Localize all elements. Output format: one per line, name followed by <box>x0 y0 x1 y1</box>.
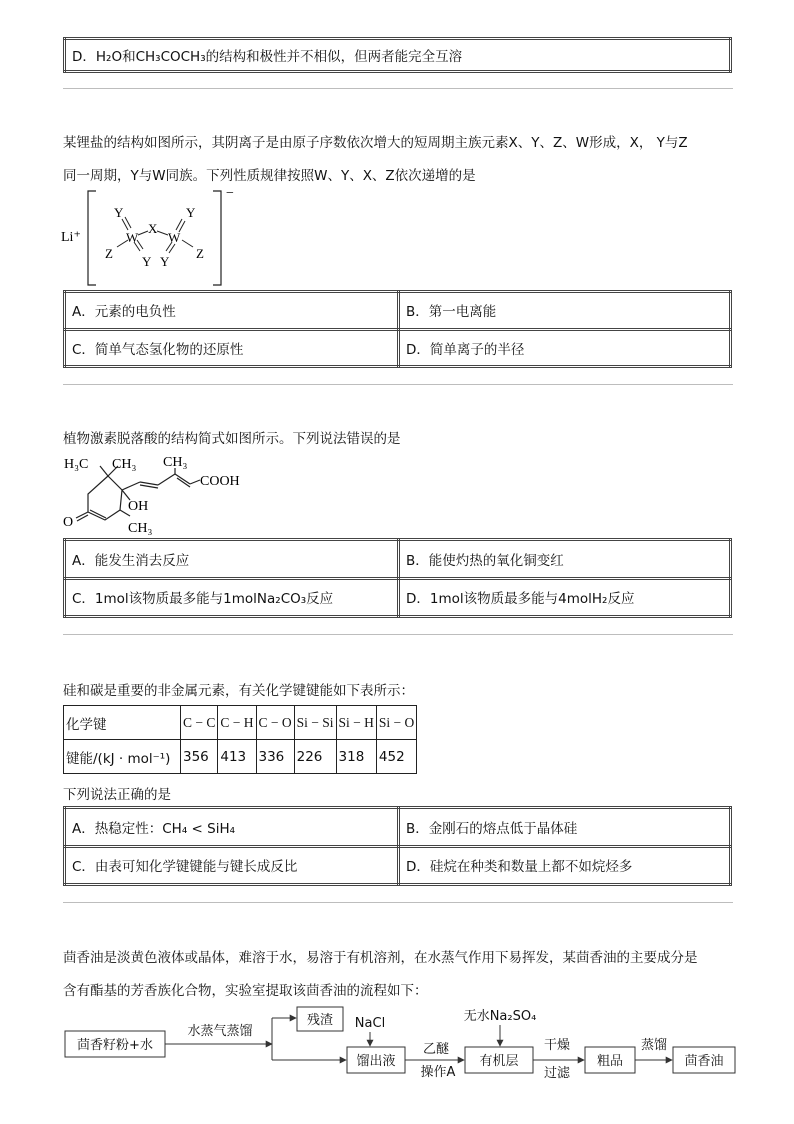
q3-stem: 硅和碳是重要的非金属元素，有关化学键键能如下表所示： <box>63 683 414 699</box>
atom-x: X <box>148 221 158 236</box>
atom-y-bottom-right: Y <box>160 254 170 269</box>
option-b[interactable]: B．第一电离能 <box>399 292 731 330</box>
flow-step3-bottom: 过滤 <box>543 1066 571 1081</box>
q3-options <box>63 806 732 886</box>
flow-step1-label: 水蒸气蒸馏 <box>187 1024 253 1039</box>
table-cell: 452 <box>376 740 416 774</box>
table-header-cell: C − O <box>256 706 294 740</box>
flow-step4-label: 蒸馏 <box>640 1038 668 1053</box>
table-cell: 318 <box>336 740 376 774</box>
flow-start: 茴香籽粉+水 <box>77 1038 153 1053</box>
table-cell: 226 <box>294 740 336 774</box>
abscisic-acid-structure-figure <box>60 450 260 540</box>
table-header-cell: C − C <box>181 706 218 740</box>
option-b[interactable]: B．能使灼热的氧化铜变红 <box>399 540 731 579</box>
q2-options <box>63 538 732 618</box>
bond-energy-table <box>63 705 417 774</box>
option-a[interactable]: A．元素的电负性 <box>65 292 399 330</box>
ch3-chain-label: CH₃ <box>163 455 188 470</box>
separator <box>63 384 733 385</box>
lithium-salt-structure-figure <box>58 185 248 290</box>
option-a[interactable]: A．热稳定性：CH₄ < SiH₄ <box>65 808 399 847</box>
option-d[interactable]: D．简单离子的半径 <box>399 329 731 367</box>
table-cell: 413 <box>218 740 256 774</box>
flow-reagent-nacl: NaCl <box>354 1016 386 1031</box>
separator <box>63 902 733 903</box>
atom-y-top-left: Y <box>114 205 124 220</box>
cooh-label: COOH <box>200 474 240 489</box>
q2-stem: 植物激素脱落酸的结构简式如图所示。下列说法错误的是 <box>63 431 401 447</box>
separator <box>63 88 733 89</box>
flow-step2-bottom: 操作A <box>420 1065 456 1080</box>
ch3-bottom-label: CH₃ <box>128 521 153 536</box>
option-c[interactable]: C．简单气态氢化物的还原性 <box>65 329 399 367</box>
flow-organic-layer: 有机层 <box>479 1054 519 1069</box>
q4-stem-line1: 茴香油是淡黄色液体或晶体，难溶于水，易溶于有机溶剂，在水蒸气作用下易挥发，某茴香油的主要成分是 <box>63 950 698 966</box>
atom-y-top-right: Y <box>186 205 196 220</box>
flow-crude: 粗品 <box>596 1054 624 1069</box>
q4-stem-line2: 含有酯基的芳香族化合物，实验室提取该茴香油的流程如下： <box>63 983 428 999</box>
table-row <box>64 740 417 774</box>
option-c[interactable]: C．1mol该物质最多能与1molNa₂CO₃反应 <box>65 578 399 617</box>
separator <box>63 634 733 635</box>
q1-stem-line2: 同一周期，Y与W同族。下列性质规律按照W、Y、X、Z依次递增的是 <box>63 168 476 184</box>
prev-question-options <box>63 37 732 73</box>
option-d[interactable]: D．H₂O和CH₃COCH₃的结构和极性并不相似，但两者能完全互溶 <box>65 39 731 72</box>
atom-w-left: W <box>126 230 139 245</box>
li-cation-label: Li⁺ <box>61 230 81 245</box>
option-d[interactable]: D．1mol该物质最多能与4molH₂反应 <box>399 578 731 617</box>
atom-y-bottom-left: Y <box>142 254 152 269</box>
option-c[interactable]: C．由表可知化学键键能与键长成反比 <box>65 846 399 885</box>
table-header-cell: 化学键 <box>64 706 181 740</box>
h3c-label: H₃C <box>64 457 89 472</box>
ch3-ring-label: CH₃ <box>112 457 137 472</box>
table-cell: 336 <box>256 740 294 774</box>
flow-step3-top: 干燥 <box>543 1038 571 1053</box>
option-d[interactable]: D．硅烷在种类和数量上都不如烷烃多 <box>399 846 731 885</box>
option-a[interactable]: A．能发生消去反应 <box>65 540 399 579</box>
flow-distillate: 馏出液 <box>356 1054 396 1069</box>
table-header-cell: Si − Si <box>294 706 336 740</box>
anion-charge: − <box>226 186 234 201</box>
table-header-cell: C − H <box>218 706 256 740</box>
flow-product: 茴香油 <box>684 1054 724 1069</box>
table-header-row <box>64 706 417 740</box>
oh-label: OH <box>128 499 149 514</box>
atom-z-left: Z <box>105 246 113 261</box>
q1-stem-line1: 某锂盐的结构如图所示，其阴离子是由原子序数依次增大的短周期主族元素X、Y、Z、W形成，X， Y与Z <box>63 135 688 151</box>
atom-w-right: W <box>168 230 181 245</box>
flow-step2-top: 乙醚 <box>422 1042 450 1057</box>
atom-z-right: Z <box>196 246 204 261</box>
flow-reagent-na2so4: 无水Na₂SO₄ <box>463 1009 537 1024</box>
table-cell: 356 <box>181 740 218 774</box>
q1-options <box>63 290 732 368</box>
table-header-cell: Si − O <box>376 706 416 740</box>
row-label: 键能/(kJ · mol⁻¹) <box>64 740 181 774</box>
table-header-cell: Si − H <box>336 706 376 740</box>
ketone-o-label: O <box>63 515 74 530</box>
q3-prompt: 下列说法正确的是 <box>63 787 171 803</box>
extraction-flowchart <box>60 1005 740 1090</box>
flow-residue: 残渣 <box>306 1013 334 1028</box>
option-b[interactable]: B．金刚石的熔点低于晶体硅 <box>399 808 731 847</box>
